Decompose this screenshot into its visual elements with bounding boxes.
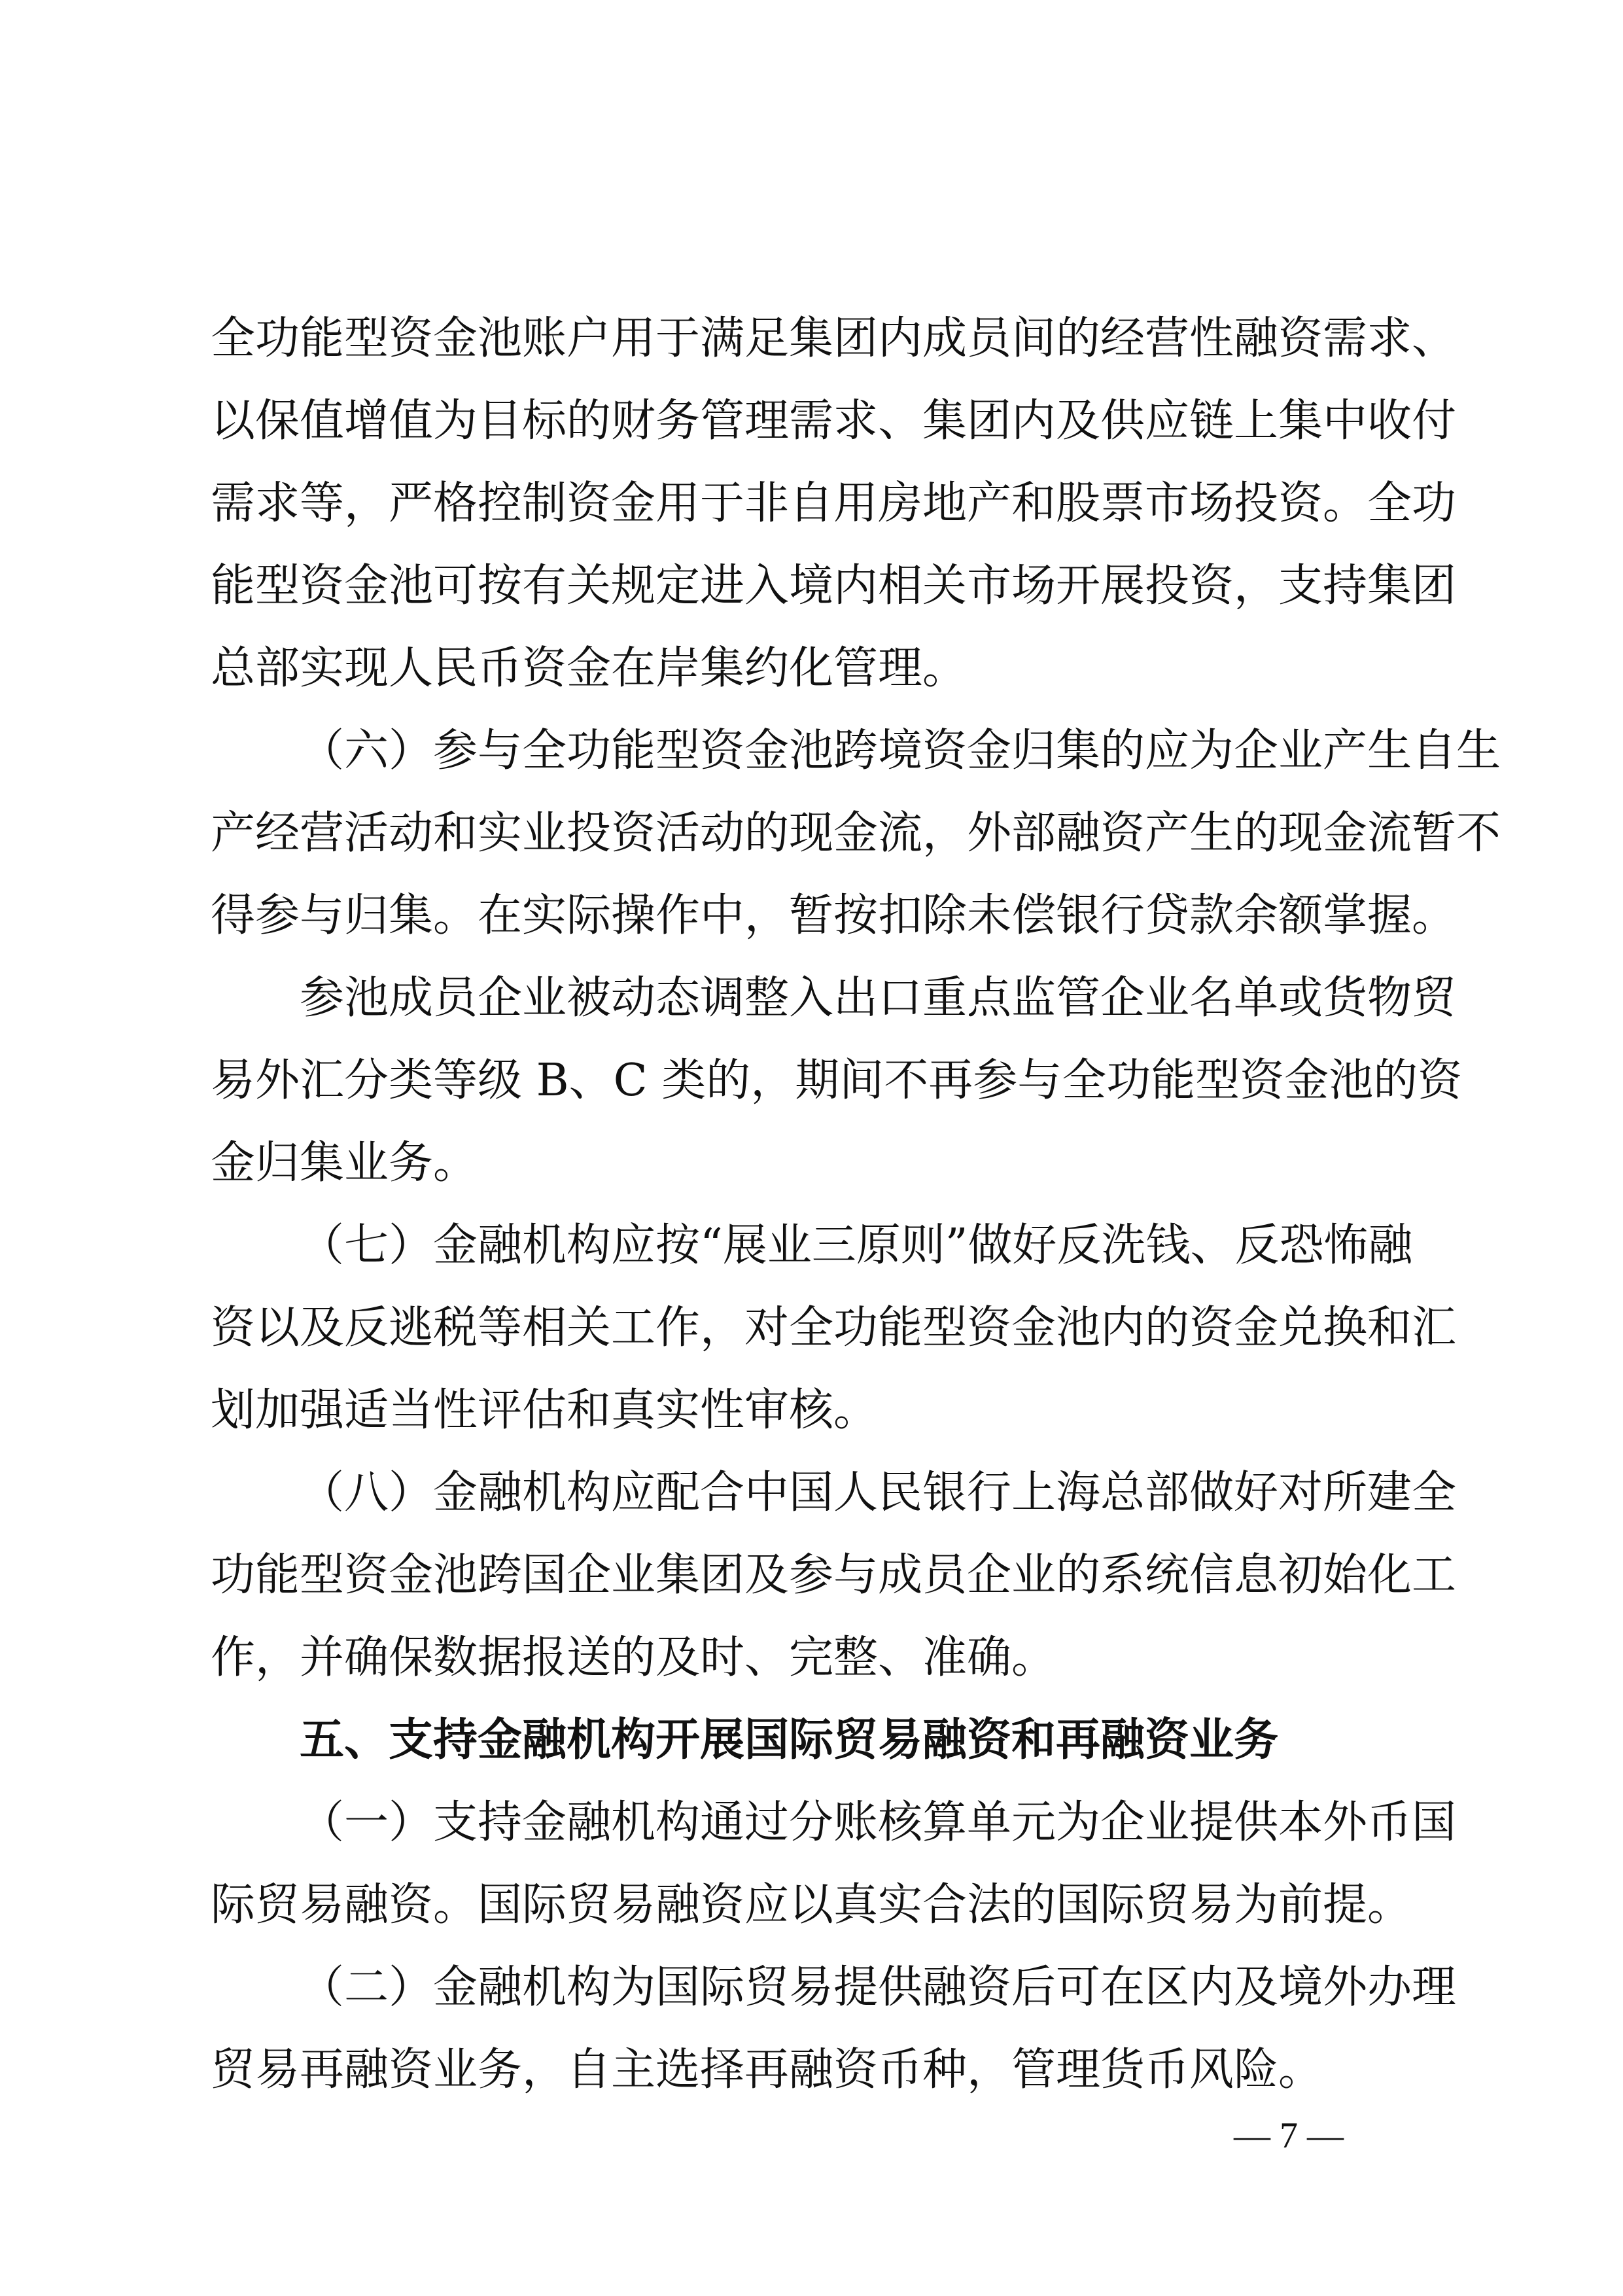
text-line: 金归集业务。 bbox=[211, 1137, 478, 1189]
text-line: 全功能型资金池账户用于满足集团内成员间的经营性融资需求、 bbox=[211, 313, 1457, 364]
page-number: — 7 — bbox=[1234, 2115, 1344, 2156]
text-line: （八）金融机构应配合中国人民银行上海总部做好对所建全 bbox=[300, 1467, 1457, 1519]
text-line: 功能型资金池跨国企业集团及参与成员企业的系统信息初始化工 bbox=[211, 1549, 1457, 1601]
text-line: 易外汇分类等级 B、C 类的，期间不再参与全功能型资金池的资 bbox=[211, 1055, 1463, 1106]
text-line: 得参与归集。在实际操作中，暂按扣除未偿银行贷款余额掌握。 bbox=[211, 890, 1457, 942]
text-line: 作，并确保数据报送的及时、完整、准确。 bbox=[211, 1632, 1056, 1684]
text-line: 贸易再融资业务，自主选择再融资币种，管理货币风险。 bbox=[211, 2044, 1323, 2096]
text-line: 划加强适当性评估和真实性审核。 bbox=[211, 1385, 879, 1436]
section-heading: 五、支持金融机构开展国际贸易融资和再融资业务 bbox=[300, 1714, 1279, 1766]
text-line: （七）金融机构应按“展业三原则”做好反洗钱、反恐怖融 bbox=[300, 1220, 1413, 1271]
document-body bbox=[211, 298, 1501, 2111]
text-line: 参池成员企业被动态调整入出口重点监管企业名单或货物贸 bbox=[300, 972, 1457, 1024]
text-line: 能型资金池可按有关规定进入境内相关市场开展投资，支持集团 bbox=[211, 560, 1457, 612]
text-line: （二）金融机构为国际贸易提供融资后可在区内及境外办理 bbox=[300, 1962, 1457, 2013]
text-line: 需求等，严格控制资金用于非自用房地产和股票市场投资。全功 bbox=[211, 478, 1457, 529]
text-line: 以保值增值为目标的财务管理需求、集团内及供应链上集中收付 bbox=[211, 395, 1457, 447]
text-line: （一）支持金融机构通过分账核算单元为企业提供本外币国 bbox=[300, 1797, 1457, 1848]
text-line: 产经营活动和实业投资活动的现金流，外部融资产生的现金流暂不 bbox=[211, 807, 1501, 859]
text-line: 总部实现人民币资金在岸集约化管理。 bbox=[211, 643, 968, 694]
text-line: （六）参与全功能型资金池跨境资金归集的应为企业产生自生 bbox=[300, 725, 1501, 777]
text-line: 际贸易融资。国际贸易融资应以真实合法的国际贸易为前提。 bbox=[211, 1879, 1412, 1931]
text-line: 资以及反逃税等相关工作，对全功能型资金池内的资金兑换和汇 bbox=[211, 1302, 1457, 1354]
